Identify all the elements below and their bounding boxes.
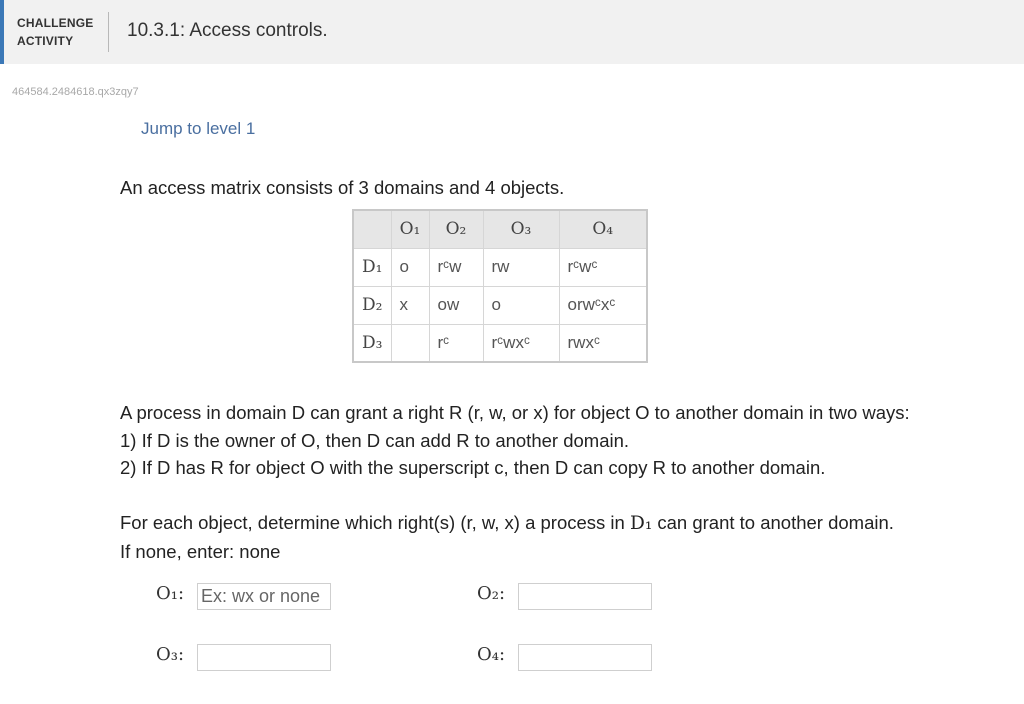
matrix-column-header: O₄ <box>559 210 647 248</box>
matrix-row <box>353 286 647 324</box>
matrix-row-header: D₂ <box>353 286 391 324</box>
answer-input-o3[interactable] <box>197 644 331 671</box>
intro-text: An access matrix consists of 3 domains and 4 objects. <box>120 177 565 198</box>
question-prompt <box>120 509 894 565</box>
rules-line-1: A process in domain D can grant a right R (r, w, or x) for object O to another domain in two ways: <box>120 402 910 423</box>
matrix-row <box>353 324 647 362</box>
matrix-row <box>353 248 647 286</box>
header-divider <box>108 12 109 52</box>
matrix-cell: rw <box>483 248 559 286</box>
question-line-1 <box>120 509 894 538</box>
matrix-cell: rᶜw <box>429 248 483 286</box>
activity-title: 10.3.1: Access controls. <box>127 20 328 41</box>
matrix-cell: rwxᶜ <box>559 324 647 362</box>
matrix-row-header: D₁ <box>353 248 391 286</box>
matrix-cell: rᶜwxᶜ <box>483 324 559 362</box>
answer-label-o2: O₂: <box>477 583 506 604</box>
question-prefix: For each object, determine which right(s) (r, w, x) a process in <box>120 512 630 533</box>
answer-label-o4: O₄: <box>477 644 506 665</box>
question-domain: D₁ <box>629 513 653 534</box>
header-accent-bar <box>0 0 4 64</box>
activity-header <box>0 0 1024 64</box>
rules-line-2: 1) If D is the owner of O, then D can add R to another domain. <box>120 429 630 451</box>
matrix-corner-cell <box>353 210 391 248</box>
question-line-2: If none, enter: none <box>120 540 281 562</box>
jump-to-level-link[interactable]: Jump to level 1 <box>141 119 256 138</box>
activity-type-line1: CHALLENGE <box>17 16 94 30</box>
matrix-column-header: O₂ <box>429 210 483 248</box>
matrix-cell: orwᶜxᶜ <box>559 286 647 324</box>
rules-line-3: 2) If D has R for object O with the superscript c, then D can copy R to another domain. <box>120 457 826 478</box>
matrix-cell: o <box>391 248 429 286</box>
matrix-column-header: O₃ <box>483 210 559 248</box>
matrix-header-row <box>353 210 647 248</box>
matrix-cell: x <box>391 286 429 324</box>
answer-input-o4[interactable] <box>518 644 652 671</box>
matrix-row-header: D₃ <box>353 324 391 362</box>
activity-type-line2: ACTIVITY <box>17 34 74 48</box>
answer-label-o3: O₃: <box>156 644 185 665</box>
activity-type-label <box>17 14 93 50</box>
grant-rules <box>120 399 910 482</box>
matrix-cell: o <box>483 286 559 324</box>
matrix-cell: rᶜ <box>429 324 483 362</box>
matrix-column-header: O₁ <box>391 210 429 248</box>
answer-input-o1[interactable] <box>197 583 331 610</box>
activity-id: 464584.2484618.qx3zqy7 <box>12 86 139 98</box>
question-suffix: can grant to another domain. <box>652 512 894 533</box>
access-matrix <box>352 209 648 363</box>
matrix-cell: ow <box>429 286 483 324</box>
answer-label-o1: O₁: <box>156 583 185 604</box>
matrix-cell <box>391 324 429 362</box>
matrix-cell: rᶜwᶜ <box>559 248 647 286</box>
answer-input-o2[interactable] <box>518 583 652 610</box>
